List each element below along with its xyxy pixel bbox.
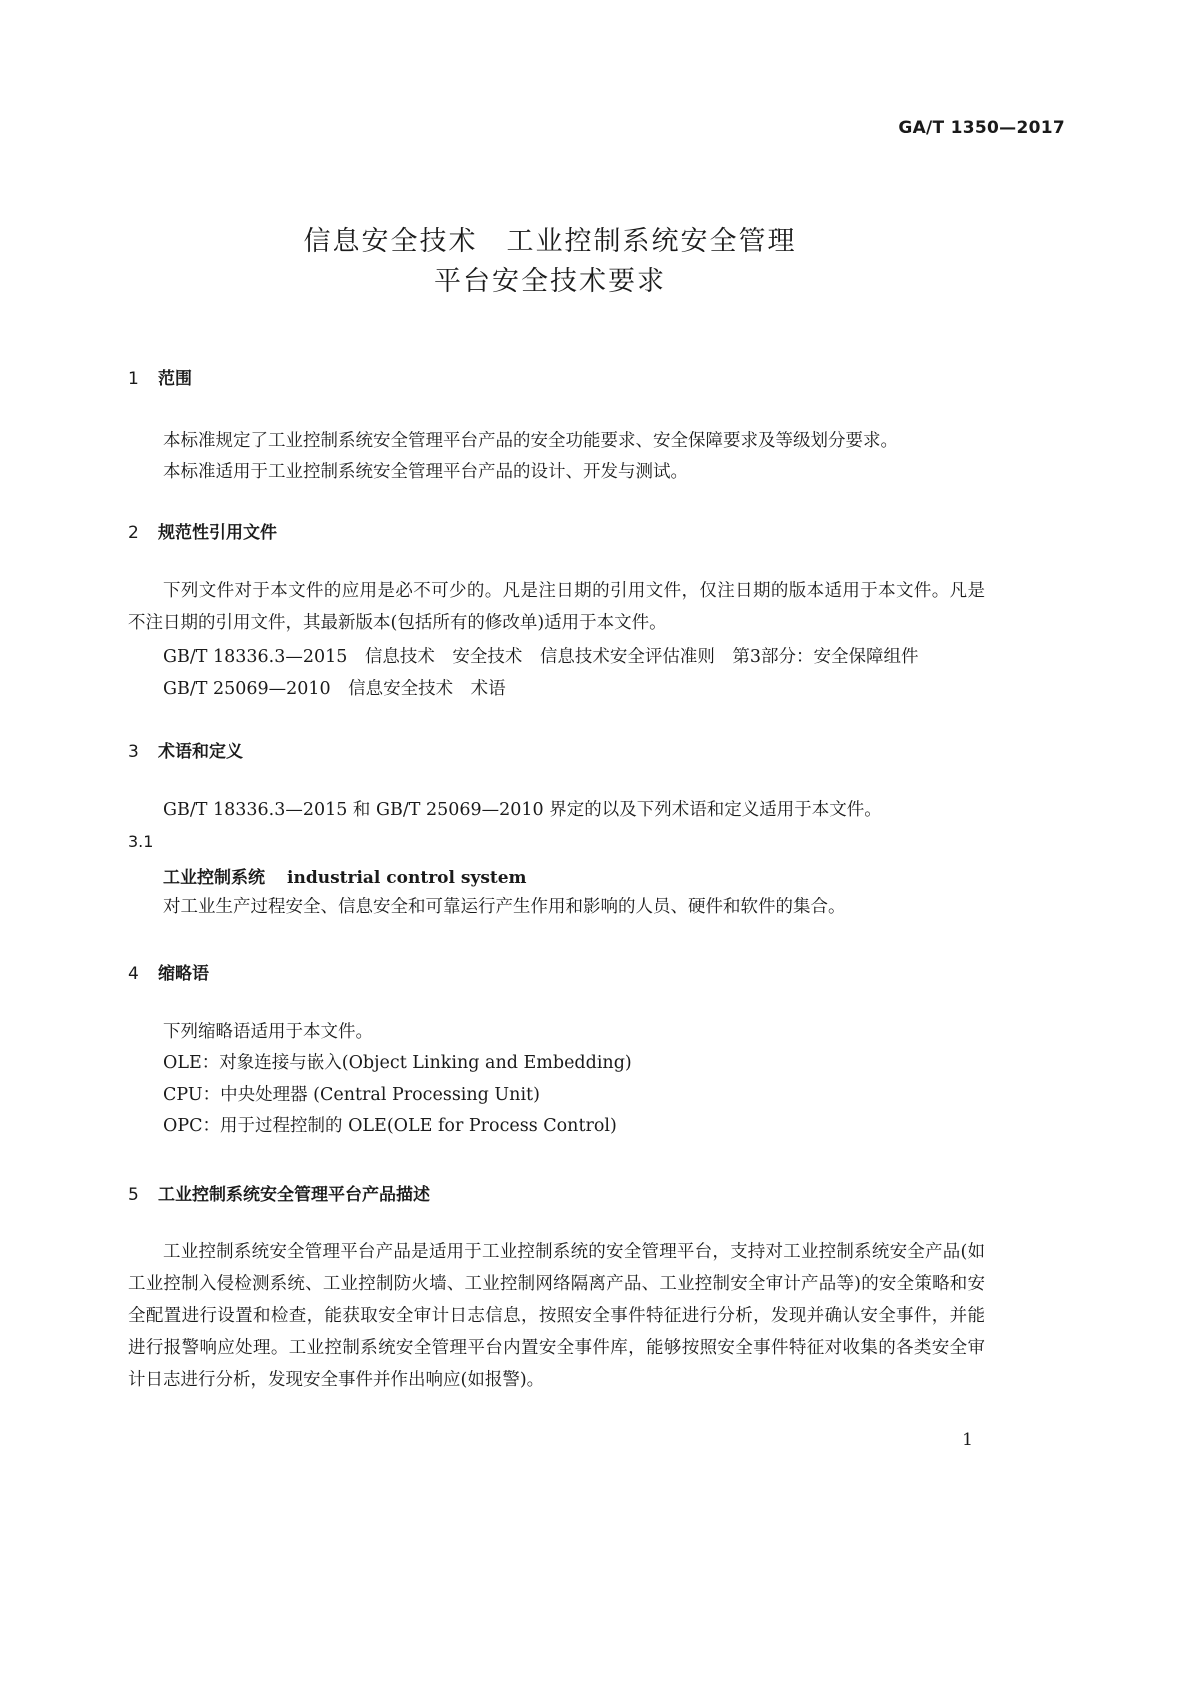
section-number: 5 bbox=[128, 1185, 139, 1205]
section-number: 3 bbox=[128, 742, 139, 762]
term-definition: 对工业生产过程安全、信息安全和可靠运行产生作用和影响的人员、硬件和软件的集合。 bbox=[163, 897, 846, 917]
section-5-paragraph-1: 工业控制系统安全管理平台产品是适用于工业控制系统的安全管理平台，支持对工业控制系统安全产品(如工业控制入侵检测系统、工业控制防火墙、工业控制网络隔离产品、工业控制安全审计产品等)的安全策略和安全配置进行设置和检查，能获取安全审计日志信息，按照安全事件特征进行分析，发现并确认安全事件，并能进行报警响应处理。工业控制系统安全管理平台内置安全事件库，能够按照安全事件特征对收集的各类安全审计日志进行分析，发现安全事件并作出响应(如报警)。 bbox=[128, 1242, 985, 1390]
subsection-3-1-number: 3.1 bbox=[128, 832, 154, 851]
term-entry bbox=[163, 863, 527, 888]
section-1-paragraph-2: 本标准适用于工业控制系统安全管理平台产品的设计、开发与测试。 bbox=[163, 462, 688, 482]
document-title-line1: 信息安全技术 工业控制系统安全管理 bbox=[303, 226, 797, 257]
term-chinese: 工业控制系统 bbox=[163, 868, 265, 888]
section-1-paragraph-1: 本标准规定了工业控制系统安全管理平台产品的安全功能要求、安全保障要求及等级划分要求。 bbox=[163, 431, 898, 451]
normative-reference-1: GB/T 18336.3—2015 信息技术 安全技术 信息技术安全评估准则 第3部分：安全保障组件 bbox=[163, 647, 919, 667]
section-number: 4 bbox=[128, 964, 139, 984]
section-title: 缩略语 bbox=[158, 964, 209, 984]
abbreviation-item: OLE：对象连接与嵌入(Object Linking and Embedding) bbox=[163, 1053, 632, 1073]
section-3-heading bbox=[128, 737, 243, 762]
section-5-heading bbox=[128, 1180, 430, 1205]
abbreviations-intro: 下列缩略语适用于本文件。 bbox=[163, 1022, 373, 1042]
normative-reference-2: GB/T 25069—2010 信息安全技术 术语 bbox=[163, 679, 506, 699]
section-4-heading bbox=[128, 959, 209, 984]
section-number: 2 bbox=[128, 523, 139, 543]
section-1-heading bbox=[128, 364, 192, 389]
standard-number: GA/T 1350—2017 bbox=[898, 118, 1065, 138]
section-3-paragraph-1: GB/T 18336.3—2015 和 GB/T 25069—2010 界定的以及下列术语和定义适用于本文件。 bbox=[163, 800, 882, 820]
section-title: 术语和定义 bbox=[158, 742, 243, 762]
abbreviation-item: CPU：中央处理器 (Central Processing Unit) bbox=[163, 1085, 540, 1105]
section-title: 规范性引用文件 bbox=[158, 523, 277, 543]
document-title-line2: 平台安全技术要求 bbox=[434, 266, 666, 297]
term-english: industrial control system bbox=[287, 868, 527, 888]
section-title: 范围 bbox=[158, 369, 192, 389]
abbreviation-item: OPC：用于过程控制的 OLE(OLE for Process Control) bbox=[163, 1116, 617, 1136]
section-title: 工业控制系统安全管理平台产品描述 bbox=[158, 1185, 430, 1205]
section-number: 1 bbox=[128, 369, 139, 389]
page-number: 1 bbox=[962, 1430, 973, 1450]
section-2-paragraph-1: 下列文件对于本文件的应用是必不可少的。凡是注日期的引用文件，仅注日期的版本适用于本文件。凡是不注日期的引用文件，其最新版本(包括所有的修改单)适用于本文件。 bbox=[128, 581, 985, 633]
section-2-heading bbox=[128, 518, 277, 543]
